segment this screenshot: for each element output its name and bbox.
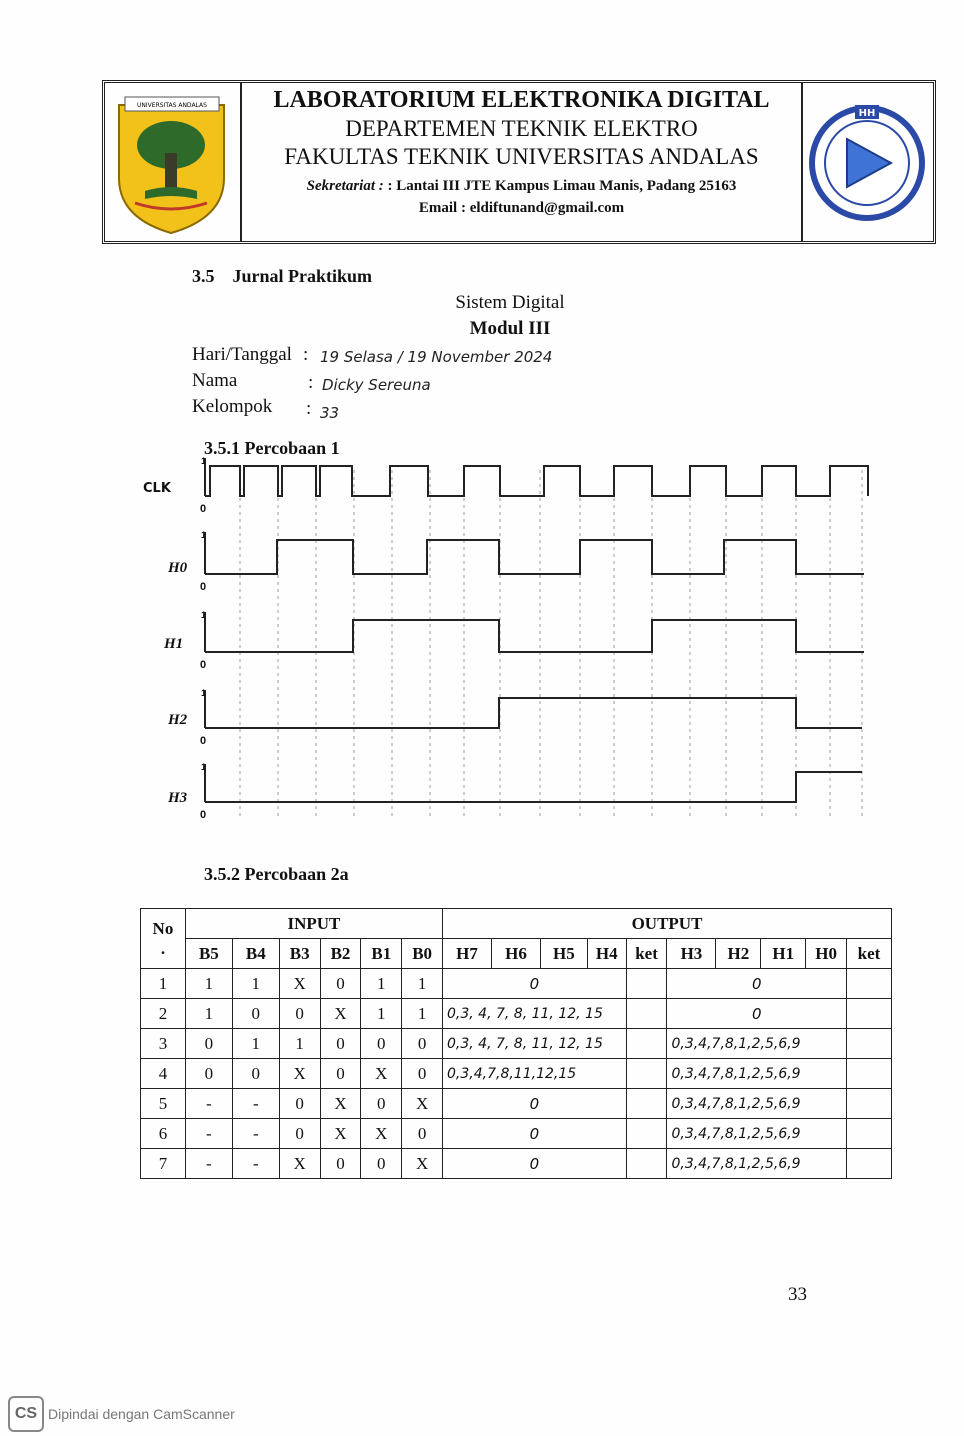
table-row — [141, 1149, 892, 1179]
input-cell: 1 — [361, 999, 402, 1029]
name-colon: : — [308, 372, 314, 393]
exp1-title: 3.5.1 Percobaan 1 — [204, 438, 340, 458]
camscanner-icon: CS — [8, 1396, 44, 1432]
section-number: 3.5 — [192, 266, 215, 286]
input-cell: X — [320, 1119, 361, 1149]
output-high-ket — [626, 999, 667, 1029]
name-label: Nama — [192, 370, 238, 391]
column-header-b5: B5 — [185, 939, 232, 969]
name-value: Dicky Sereuna — [322, 376, 431, 394]
input-cell: X — [402, 1089, 443, 1119]
group-colon: : — [306, 398, 312, 419]
column-header-h7: H7 — [443, 939, 492, 969]
clk-label: CLK — [143, 481, 171, 496]
input-header: INPUT — [185, 909, 442, 939]
table-row — [141, 1029, 892, 1059]
input-cell: 1 — [402, 999, 443, 1029]
h3-waveform — [205, 772, 862, 802]
output-low-cell: 0,3,4,7,8,1,2,5,6,9 — [667, 1059, 847, 1089]
h3-high-tick: 1 — [201, 762, 207, 772]
input-cell: X — [402, 1149, 443, 1179]
table-row — [141, 1089, 892, 1119]
table-row — [141, 999, 892, 1029]
output-high-ket — [626, 969, 667, 999]
h0-waveform — [205, 540, 864, 574]
section-title: Jurnal Praktikum — [232, 266, 373, 286]
h1-low-tick: 0 — [200, 659, 207, 671]
row-number: 7 — [141, 1149, 186, 1179]
input-cell: X — [320, 999, 361, 1029]
input-cell: 1 — [185, 969, 232, 999]
input-cell: 0 — [361, 1029, 402, 1059]
output-low-cell: 0 — [667, 969, 847, 999]
column-header-b2: B2 — [320, 939, 361, 969]
output-high-ket — [626, 1029, 667, 1059]
input-cell: 0 — [279, 1119, 320, 1149]
output-high-cell: 0,3, 4, 7, 8, 11, 12, 15 — [443, 999, 627, 1029]
output-low-ket — [847, 969, 892, 999]
h2-waveform — [205, 698, 862, 728]
table-row — [141, 1059, 892, 1089]
output-high-cell: 0,3,4,7,8,11,12,15 — [443, 1059, 627, 1089]
h3-low-tick: 0 — [200, 809, 207, 821]
lab-name: LABORATORIUM ELEKTRONIKA DIGITAL — [273, 87, 770, 113]
output-high-cell: 0 — [443, 1119, 627, 1149]
group-label: Kelompok — [192, 396, 273, 417]
input-cell: X — [279, 1149, 320, 1179]
column-header-h2: H2 — [716, 939, 761, 969]
input-cell: 1 — [232, 969, 279, 999]
column-header-h6: H6 — [491, 939, 540, 969]
output-high-cell: 0 — [443, 1089, 627, 1119]
input-cell: 0 — [320, 1029, 361, 1059]
output-low-ket — [847, 999, 892, 1029]
column-header-h0: H0 — [806, 939, 847, 969]
page-number: 33 — [788, 1284, 807, 1305]
input-cell: 0 — [361, 1089, 402, 1119]
row-number: 1 — [141, 969, 186, 999]
output-high-ket — [626, 1149, 667, 1179]
input-cell: 0 — [279, 1089, 320, 1119]
input-cell: - — [185, 1089, 232, 1119]
day-colon: : — [303, 344, 309, 365]
column-header-b3: B3 — [279, 939, 320, 969]
table-row — [141, 1119, 892, 1149]
output-header: OUTPUT — [443, 909, 892, 939]
input-cell: 0 — [185, 1029, 232, 1059]
row-number: 2 — [141, 999, 186, 1029]
h0-high-tick: 1 — [201, 530, 207, 540]
h2-high-tick: 1 — [201, 688, 207, 698]
output-high-ket — [626, 1059, 667, 1089]
output-low-ket — [847, 1119, 892, 1149]
input-cell: X — [361, 1059, 402, 1089]
output-high-cell: 0 — [443, 969, 627, 999]
input-cell: 0 — [320, 1059, 361, 1089]
input-cell: 1 — [232, 1029, 279, 1059]
input-cell: 1 — [402, 969, 443, 999]
output-high-cell: 0 — [443, 1149, 627, 1179]
h3-label: H3 — [168, 790, 188, 806]
column-header-b4: B4 — [232, 939, 279, 969]
column-header-b0: B0 — [402, 939, 443, 969]
input-cell: X — [320, 1089, 361, 1119]
row-number: 6 — [141, 1119, 186, 1149]
input-cell: 0 — [320, 1149, 361, 1179]
output-low-ket — [847, 1089, 892, 1119]
input-cell: 0 — [361, 1149, 402, 1179]
column-header-h5: H5 — [540, 939, 587, 969]
output-high-ket — [626, 1119, 667, 1149]
address-label: Sekretariat : — [306, 178, 384, 194]
output-low-ket — [847, 1149, 892, 1179]
output-low-cell: 0 — [667, 999, 847, 1029]
exp2-title: 3.5.2 Percobaan 2a — [204, 864, 349, 884]
day-label: Hari/Tanggal — [192, 344, 292, 365]
column-header-h4: H4 — [587, 939, 626, 969]
faculty-name: FAKULTAS TEKNIK UNIVERSITAS ANDALAS — [284, 144, 759, 169]
row-number: 4 — [141, 1059, 186, 1089]
input-cell: X — [279, 969, 320, 999]
h1-label: H1 — [164, 636, 184, 652]
output-high-ket — [626, 1089, 667, 1119]
day-value: 19 Selasa / 19 November 2024 — [320, 348, 553, 366]
svg-text:UNIVERSITAS ANDALAS: UNIVERSITAS ANDALAS — [137, 102, 207, 109]
input-cell: - — [232, 1089, 279, 1119]
h2-low-tick: 0 — [200, 735, 207, 747]
output-low-cell: 0,3,4,7,8,1,2,5,6,9 — [667, 1089, 847, 1119]
input-cell: X — [361, 1119, 402, 1149]
input-cell: - — [232, 1119, 279, 1149]
input-cell: 0 — [232, 1059, 279, 1089]
address-text: : Lantai III JTE Kampus Limau Manis, Padang 25163 — [387, 178, 737, 194]
input-cell: - — [185, 1149, 232, 1179]
output-high-cell: 0,3, 4, 7, 8, 11, 12, 15 — [443, 1029, 627, 1059]
camscanner-watermark: Dipindai dengan CamScanner — [48, 1406, 235, 1422]
h1-waveform — [205, 620, 864, 652]
row-number: 3 — [141, 1029, 186, 1059]
output-low-ket — [847, 1059, 892, 1089]
input-cell: 1 — [185, 999, 232, 1029]
subject-title: Sistem Digital — [455, 292, 565, 313]
input-cell: 0 — [185, 1059, 232, 1089]
column-header-h1: H1 — [761, 939, 806, 969]
email-text: eldiftunand@gmail.com — [469, 200, 625, 216]
h0-label: H0 — [168, 560, 188, 576]
input-cell: 1 — [279, 1029, 320, 1059]
input-cell: - — [185, 1119, 232, 1149]
column-header-row — [141, 939, 892, 969]
input-cell: 0 — [279, 999, 320, 1029]
column-header-ket: ket — [626, 939, 667, 969]
column-header-b1: B1 — [361, 939, 402, 969]
input-cell: - — [232, 1149, 279, 1179]
input-cell: 0 — [320, 969, 361, 999]
input-cell: X — [279, 1059, 320, 1089]
email-label: Email : — [418, 200, 466, 216]
no-header: No . — [141, 909, 186, 969]
h2-label: H2 — [168, 712, 188, 728]
h1-high-tick: 1 — [201, 610, 207, 620]
input-cell: 0 — [402, 1029, 443, 1059]
h0-low-tick: 0 — [200, 581, 207, 593]
input-cell: 0 — [402, 1059, 443, 1089]
module-title: Modul III — [469, 318, 551, 339]
output-low-ket — [847, 1029, 892, 1059]
department-name: DEPARTEMEN TEKNIK ELEKTRO — [345, 116, 698, 141]
output-low-cell: 0,3,4,7,8,1,2,5,6,9 — [667, 1029, 847, 1059]
group-value: 33 — [320, 404, 340, 422]
input-cell: 0 — [232, 999, 279, 1029]
clk-high-tick: 1 — [201, 456, 207, 466]
clk-low-tick: 0 — [200, 503, 207, 515]
table-row — [141, 969, 892, 999]
clk-waveform — [205, 466, 868, 496]
output-low-cell: 0,3,4,7,8,1,2,5,6,9 — [667, 1119, 847, 1149]
column-header-h3: H3 — [667, 939, 716, 969]
row-number: 5 — [141, 1089, 186, 1119]
output-low-cell: 0,3,4,7,8,1,2,5,6,9 — [667, 1149, 847, 1179]
truth-table — [140, 908, 892, 1179]
input-cell: 1 — [361, 969, 402, 999]
column-header-ket: ket — [847, 939, 892, 969]
input-cell: 0 — [402, 1119, 443, 1149]
svg-text:HH: HH — [858, 108, 876, 119]
